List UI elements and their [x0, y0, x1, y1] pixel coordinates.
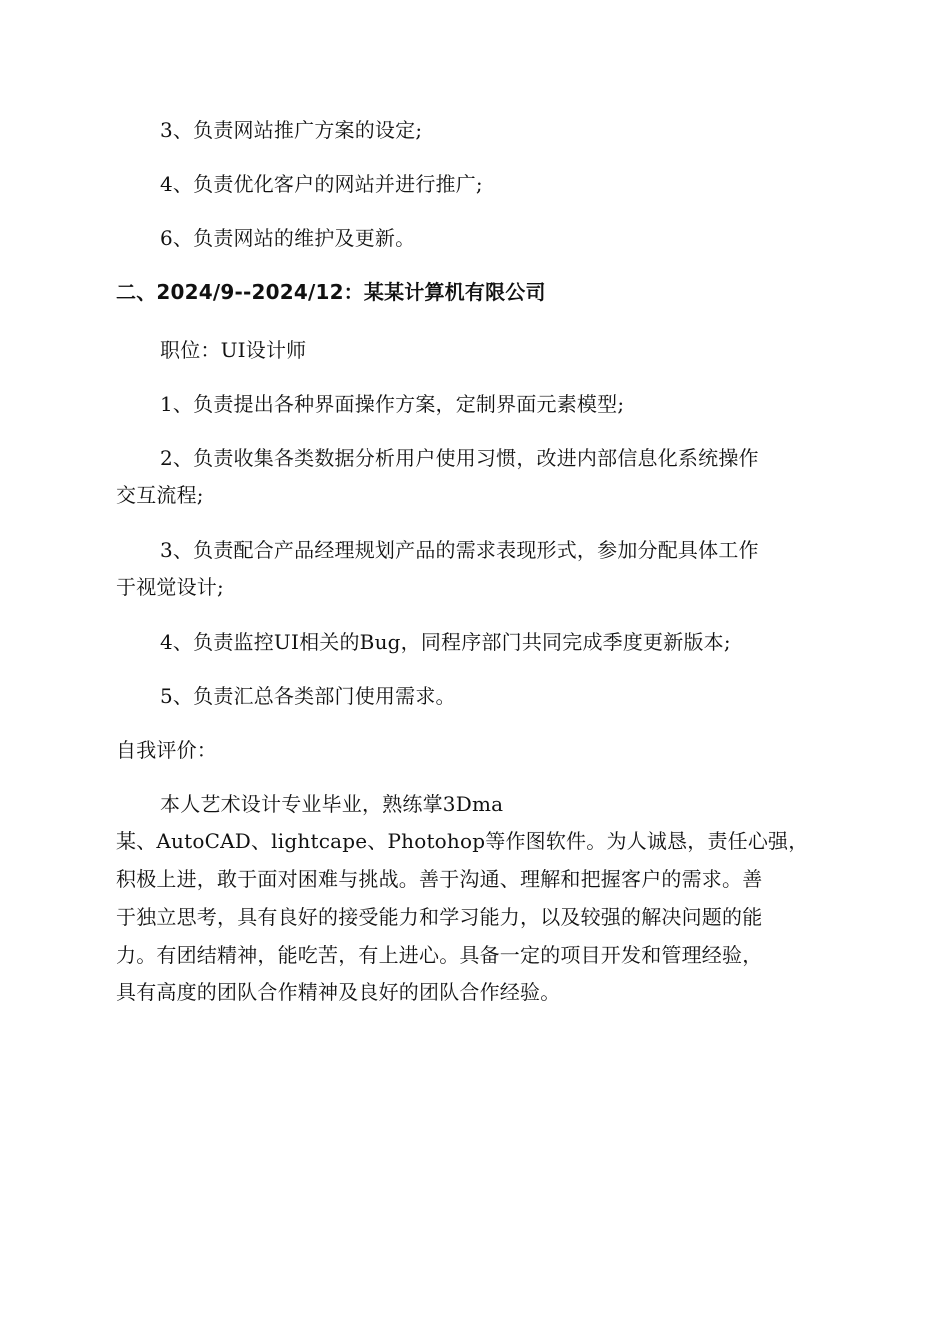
job-position: 职位：UI设计师 — [160, 338, 307, 362]
duty-item: 3、负责配合产品经理规划产品的需求表现形式，参加分配具体工作 — [160, 538, 759, 562]
duty-item: 4、负责优化客户的网站并进行推广; — [160, 172, 483, 196]
duty-item: 2、负责收集各类数据分析用户使用习惯，改进内部信息化系统操作 — [160, 446, 759, 470]
duty-item: 5、负责汇总各类部门使用需求。 — [160, 684, 456, 708]
self-evaluation-line: 具有高度的团队合作精神及良好的团队合作经验。 — [116, 980, 561, 1004]
self-evaluation-line: 于独立思考，具有良好的接受能力和学习能力，以及较强的解决问题的能 — [116, 905, 763, 929]
duty-item: 4、负责监控UI相关的Bug，同程序部门共同完成季度更新版本; — [160, 630, 731, 654]
duty-item: 6、负责网站的维护及更新。 — [160, 226, 416, 250]
self-evaluation-line: 积极上进，敢于面对困难与挑战。善于沟通、理解和把握客户的需求。善 — [116, 867, 763, 891]
self-evaluation-line: 力。有团结精神，能吃苦，有上进心。具备一定的项目开发和管理经验， — [116, 943, 763, 967]
duty-item: 3、负责网站推广方案的设定; — [160, 118, 423, 142]
duty-item: 1、负责提出各种界面操作方案，定制界面元素模型; — [160, 392, 625, 416]
duty-item-continuation: 于视觉设计; — [116, 575, 224, 599]
self-evaluation-line: 某、AutoCAD、lightcape、Photohop等作图软件。为人诚恳，责任心强， — [116, 829, 809, 853]
self-evaluation-line: 本人艺术设计专业毕业，熟练掌3Dma — [160, 792, 504, 816]
self-evaluation-title: 自我评价： — [116, 738, 217, 762]
duty-item-continuation: 交互流程; — [116, 483, 204, 507]
section-heading: 二、2024/9--2024/12：某某计算机有限公司 — [116, 280, 546, 304]
